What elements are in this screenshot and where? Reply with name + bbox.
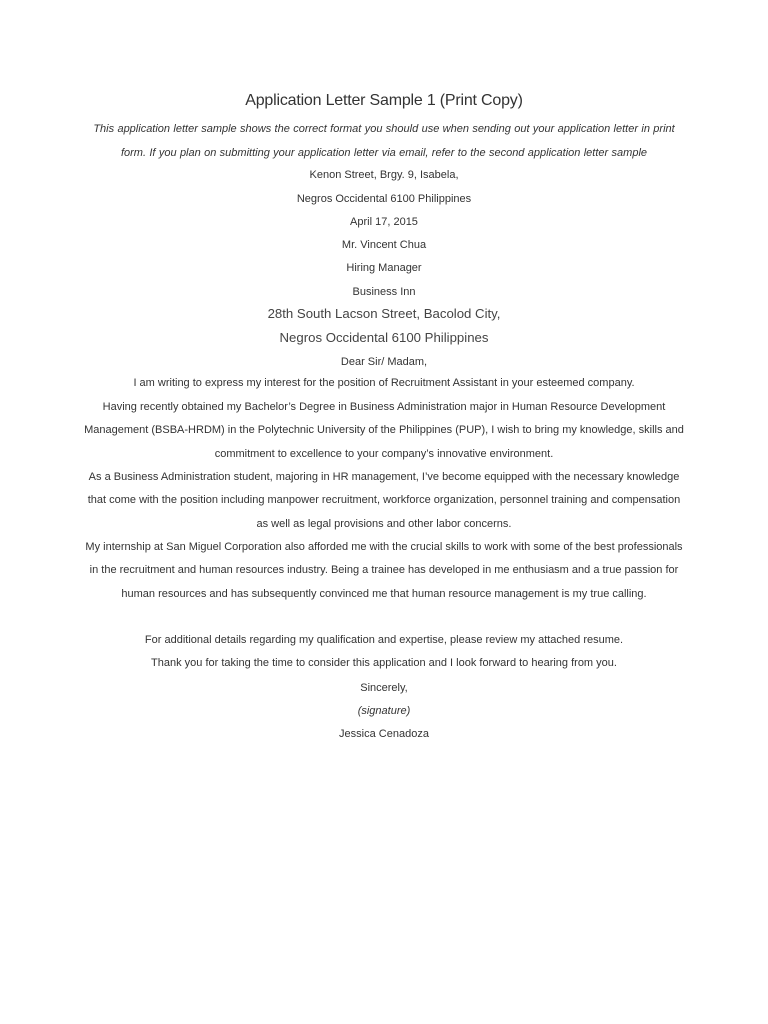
document-title: Application Letter Sample 1 (Print Copy) [245, 92, 523, 109]
recipient-position: Hiring Manager [346, 262, 422, 274]
body-paragraph-4: My internship at San Miguel Corporation also afforded me with the crucial skills to work with some of the best professionals in the recruitment and human resources industry. Being a trainee has developed in me enthusiasm and a true passion for human resources and has subsequently convinced me that human resource management is my true calling. [85, 541, 683, 600]
letter-date: April 17, 2015 [350, 216, 418, 228]
signature-placeholder: (signature) [357, 705, 411, 717]
recipient-name: Mr. Vincent Chua [341, 239, 427, 251]
closing: Sincerely, [360, 682, 408, 694]
body-paragraph-2: Having recently obtained my Bachelor’s Degree in Business Administration major in Human Resource Development Management (BSBA-HRDM) in the Polytechnic University of the Philippines (PUP), I wish to bring my knowledge, skills and commitment to excellence to your company’s innovative environment. [84, 401, 684, 460]
body-paragraph-3: As a Business Administration student, majoring in HR management, I’ve become equipped with the necessary knowledge that come with the position including manpower recruitment, workforce organization, personnel training and compensation as well as legal provisions and other labor concerns. [87, 471, 681, 530]
recipient-region: Negros Occidental 6100 Philippines [279, 330, 489, 345]
sender-region: Negros Occidental 6100 Philippines [296, 193, 472, 205]
intro-text: This application letter sample shows the correct format you should use when sending out your application letter in print form. If you plan on submitting your application letter via email, refer to the second application letter sample [93, 123, 675, 159]
body-paragraph-5: For additional details regarding my qualification and expertise, please review my attached resume. [144, 634, 624, 646]
signer-name: Jessica Cenadoza [339, 728, 429, 740]
salutation: Dear Sir/ Madam, [340, 356, 428, 368]
body-paragraph-1: I am writing to express my interest for the position of Recruitment Assistant in your esteemed company. [133, 377, 635, 389]
body-paragraph-6: Thank you for taking the time to consider this application and I look forward to hearing from you. [151, 657, 617, 669]
recipient-street: 28th South Lacson Street, Bacolod City, [267, 306, 501, 321]
sender-street: Kenon Street, Brgy. 9, Isabela, [309, 169, 459, 181]
recipient-company: Business Inn [352, 286, 416, 298]
